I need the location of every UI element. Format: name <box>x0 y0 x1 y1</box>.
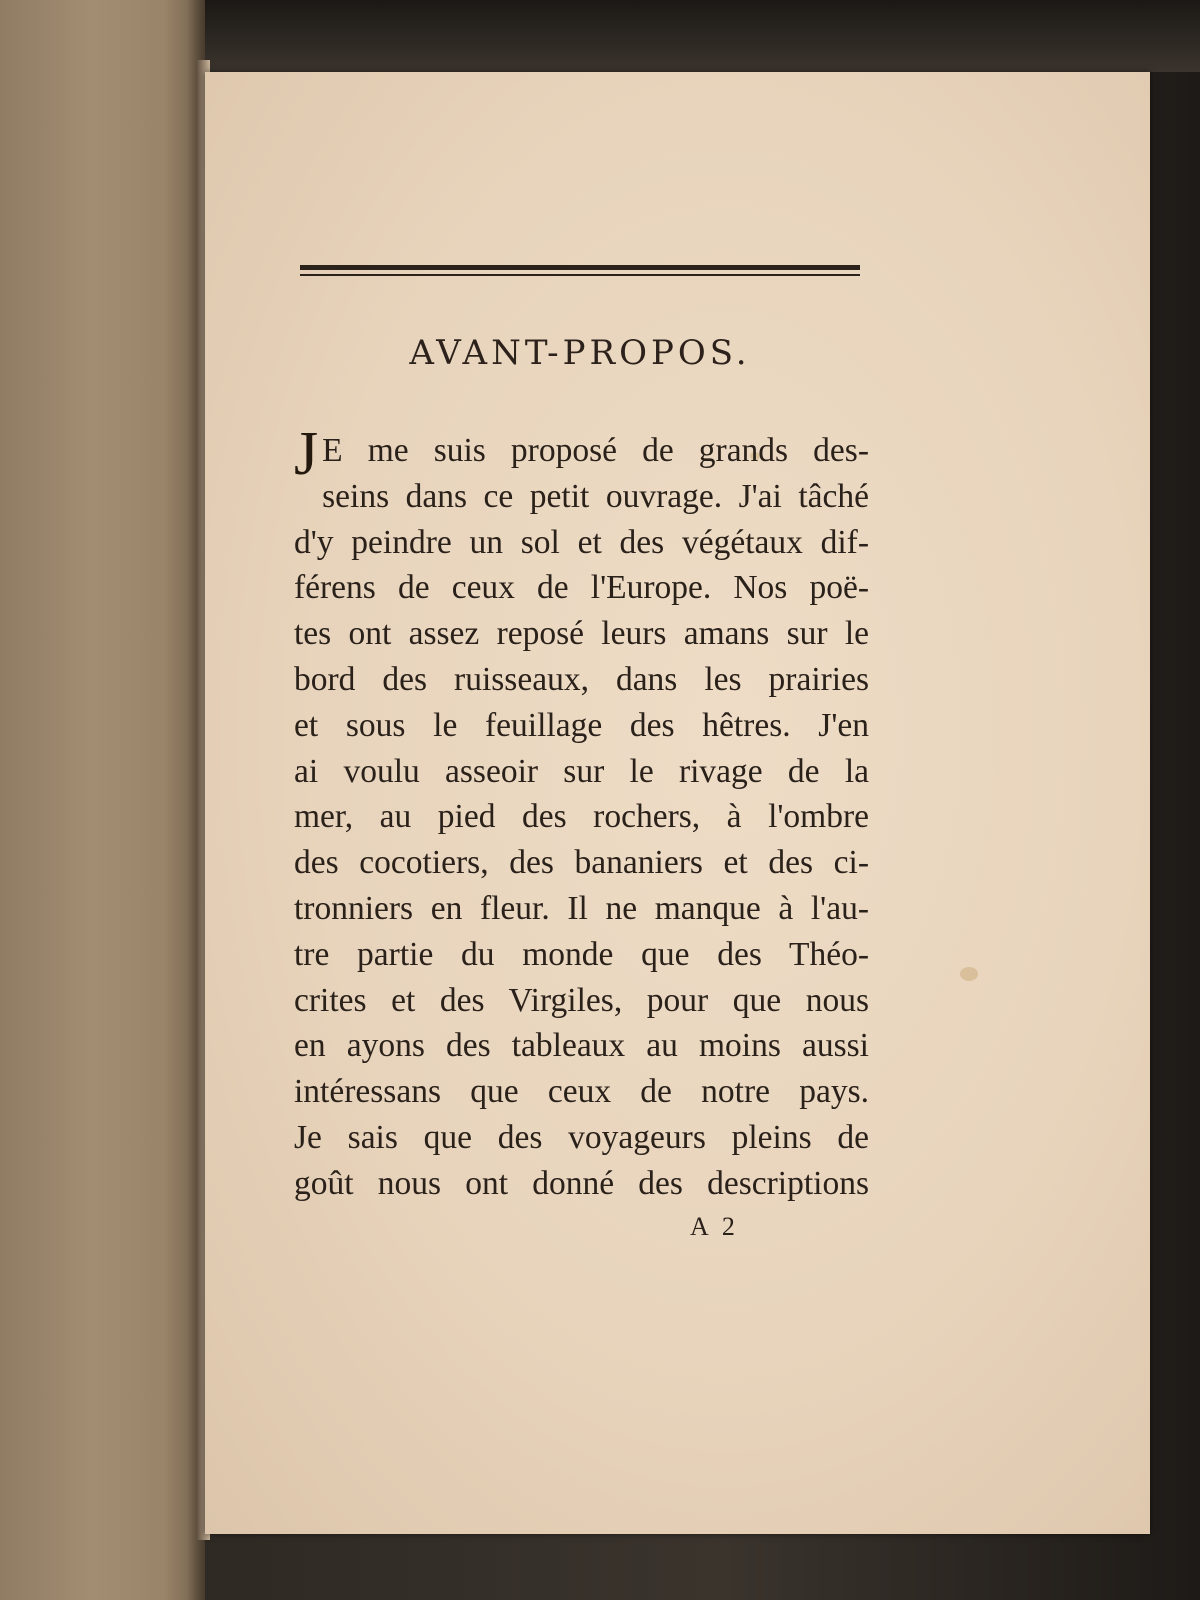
drop-cap: J <box>294 420 319 488</box>
text-line: tes ont assez reposé leurs amans sur le <box>294 615 869 653</box>
signature-mark: A 2 <box>690 1212 739 1241</box>
text-line: seins dans ce petit ouvrage. J'ai tâché <box>322 477 869 515</box>
first-line-text: E me suis proposé de grands des- <box>322 432 869 469</box>
header-rule-thick <box>300 265 860 270</box>
first-text-line <box>294 420 869 488</box>
text-line: tre partie du monde que des Théo- <box>294 935 869 973</box>
header-rule-thin <box>300 274 860 276</box>
text-line: bord des ruisseaux, dans les prairies <box>294 660 869 698</box>
text-line: et sous le feuillage des hêtres. J'en <box>294 706 869 744</box>
background-shadow <box>205 0 1200 72</box>
text-line: intéressans que ceux de notre pays. <box>294 1073 869 1111</box>
text-line: ai voulu asseoir sur le rivage de la <box>294 752 869 790</box>
page-heading: AVANT-PROPOS. <box>409 333 751 373</box>
text-line: goût nous ont donné des descriptions <box>294 1164 869 1202</box>
foxing-spot <box>960 967 978 981</box>
left-facing-page <box>0 0 205 1600</box>
text-line: Je sais que des voyageurs pleins de <box>294 1118 869 1156</box>
text-line: crites et des Virgiles, pour que nous <box>294 981 869 1019</box>
text-line: tronniers en fleur. Il ne manque à l'au- <box>294 889 869 927</box>
text-line: mer, au pied des rochers, à l'ombre <box>294 798 869 836</box>
text-line: férens de ceux de l'Europe. Nos poë- <box>294 569 869 607</box>
text-line: des cocotiers, des bananiers et des ci- <box>294 844 869 882</box>
text-line: en ayons des tableaux au moins aussi <box>294 1027 869 1065</box>
body-text <box>294 420 869 1207</box>
text-line: d'y peindre un sol et des végétaux dif- <box>294 523 869 561</box>
